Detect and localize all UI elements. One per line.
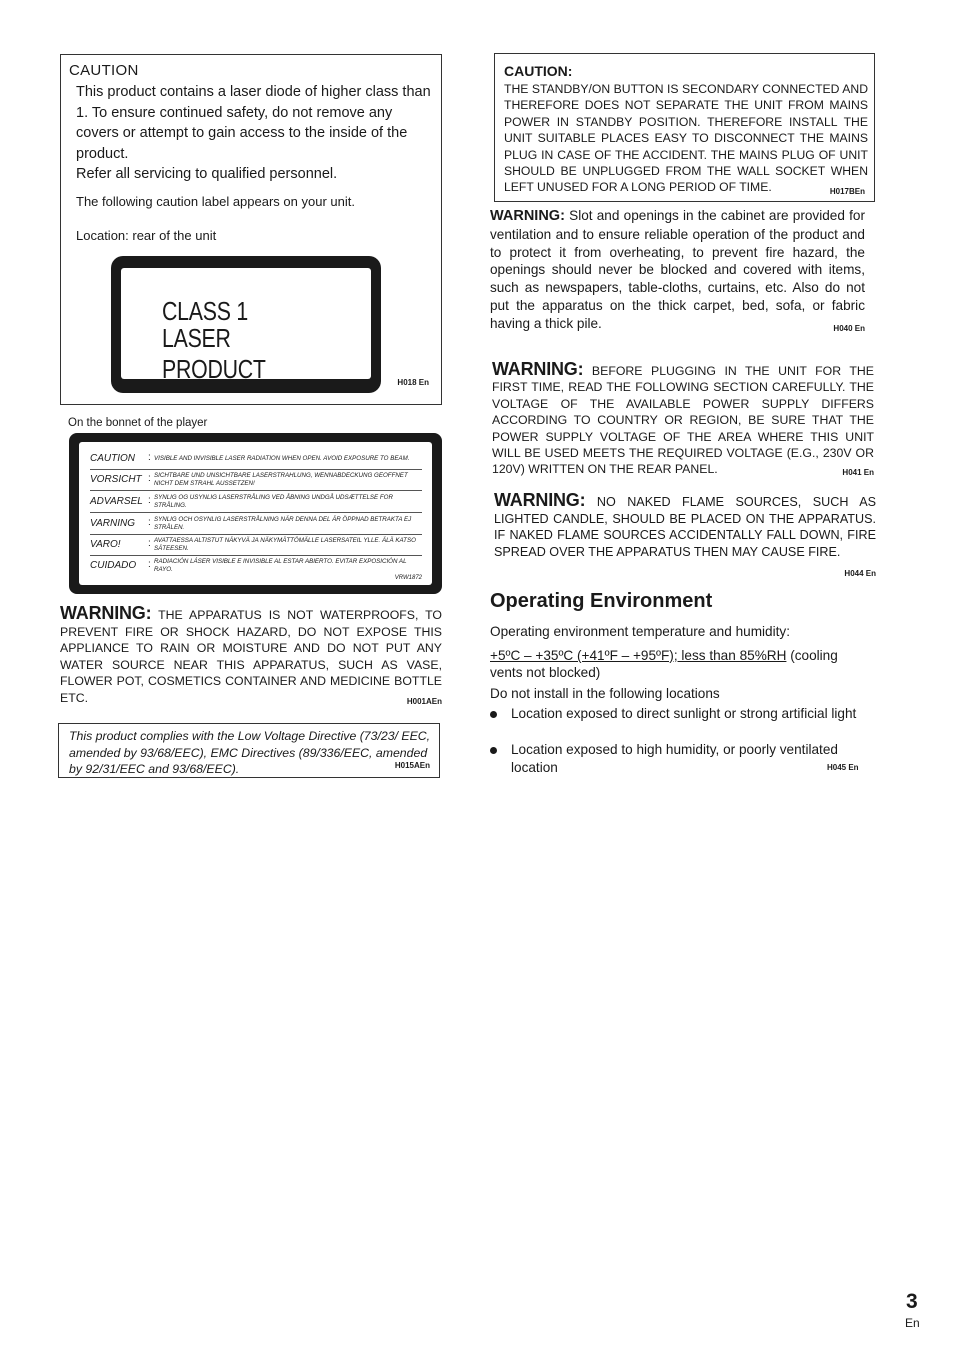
class1-laser-label xyxy=(111,256,381,393)
warning-label: WARNING: xyxy=(492,359,584,379)
warning-voltage xyxy=(492,361,874,482)
lang-text: VISIBLE AND INVISIBLE LASER RADIATION WHEN OPEN. AVOID EXPOSURE TO BEAM. xyxy=(154,455,410,462)
label-code: VRW1872 xyxy=(394,575,422,581)
warning-text: Slot and openings in the cabinet are provided for ventilation and to ensure reliable operation of the product and to protect it from overheating, to prevent fire hazard, the openings should never be blocked and covered with items, such as newspapers, table-cloths, curtains, etc. Also do not put the apparatus on the thick carpet, bed, sofa, or fabric having a thick pile. xyxy=(490,208,865,331)
page-number: 3 xyxy=(906,1290,918,1313)
directive-text: This product complies with the Low Voltage Directive (73/23/ EEC, amended by 93/68/EEC), EMC Directives (89/336/EEC, amended by 92/31/EEC and 93/68/EEC). xyxy=(69,729,431,776)
warning-label: WARNING: xyxy=(494,490,586,510)
caution-title: CAUTION: xyxy=(504,63,573,79)
operating-environment-heading: Operating Environment xyxy=(490,590,713,612)
lang-name: ADVARSEL xyxy=(90,496,143,507)
caution-title: CAUTION xyxy=(69,62,139,79)
warning-label: WARNING: xyxy=(490,208,565,224)
lang-row: ADVARSEL : SYNLIG OG USYNLIG LASERSTRÅLING VED ÅBNING UNDGÅ UDSÆTTELSE FOR STRÅLING. xyxy=(90,491,422,513)
lang-text: SYNLIG OCH OSYNLIG LASERSTRÅLNING NÄR DENNA DEL ÄR ÖPPNAD BETRAKTA EJ STRÅLEN. xyxy=(154,516,412,531)
warning-flame xyxy=(494,492,876,583)
lang-row: VORSICHT : SICHTBARE UND UNSICHTBARE LASERSTRAHLUNG, WENNABDECKUNG GEOFFNET NICHT DEM STRAHL AUSSETZEN! xyxy=(90,469,422,491)
lang-name: VORSICHT xyxy=(90,474,142,485)
laser-label-line1: CLASS 1 xyxy=(162,296,248,326)
lang-text: RADIACIÓN LÁSER VISIBLE E INVISIBLE AL ESTAR ABIERTO. EVITAR EXPOSICIÓN AL RAYO. xyxy=(154,558,407,573)
lang-row: VARNING : SYNLIG OCH OSYNLIG LASERSTRÅLNING NÄR DENNA DEL ÄR ÖPPNAD BETRAKTA EJ STRÅLEN. xyxy=(90,513,422,535)
standby-caution-box xyxy=(494,53,875,202)
warning-waterproof xyxy=(60,605,442,711)
section-code: H044 En xyxy=(844,569,876,578)
list-item xyxy=(490,705,870,741)
list-item-text: Location exposed to direct sunlight or strong artificial light xyxy=(511,706,857,721)
section-code: H045 En xyxy=(827,763,859,772)
laser-caution-box xyxy=(60,54,442,405)
caution-body-text-2: Refer all servicing to qualified personnel. xyxy=(76,166,338,182)
section-code: H018 En xyxy=(397,378,429,387)
caution-body-text: This product contains a laser diode of higher class than 1. To ensure continued safety, do not remove any covers or attempt to gain access to the inside of the product. xyxy=(76,84,431,162)
lang-row: CUIDADO : RADIACIÓN LÁSER VISIBLE E INVISIBLE AL ESTAR ABIERTO. EVITAR EXPOSICIÓN AL RAYO. xyxy=(90,555,422,576)
lang-name: CAUTION xyxy=(90,453,135,464)
section-code: H040 En xyxy=(833,323,865,333)
list-item xyxy=(490,741,870,777)
section-code: H015AEn xyxy=(394,761,430,770)
operating-range xyxy=(490,647,870,681)
label-note: The following caution label appears on your unit. xyxy=(76,194,355,209)
caution-body: THE STANDBY/ON BUTTON IS SECONDARY CONNECTED AND THEREFORE DOES NOT SEPARATE THE UNIT FROM MAINS POWER IN STANDBY POSITION. THEREFORE INSTALL THE UNIT SUITABLE PLACES EASY TO DISCONNECT THE MAINS PLUG IN CASE OF THE ACCIDENT. THE MAINS PLUG OF UNIT SHOULD BE UNPLUGGED FROM THE WALL SOCKET WHEN LEFT UNUSED FOR A LONG PERIOD OF TIME. xyxy=(504,82,868,195)
caution-body xyxy=(76,82,436,185)
bullet-icon xyxy=(490,711,497,718)
directive-box xyxy=(58,723,440,778)
operating-donot: Do not install in the following locations xyxy=(490,686,720,701)
lang-text: SICHTBARE UND UNSICHTBARE LASERSTRAHLUNG, WENNABDECKUNG GEOFFNET NICHT DEM STRAHL AUSSETZEN! xyxy=(154,472,408,487)
operating-temp-label: Operating environment temperature and humidity: xyxy=(490,624,790,639)
warning-text: THE APPARATUS IS NOT WATERPROOFS, TO PREVENT FIRE OR SHOCK HAZARD, DO NOT EXPOSE THIS APPLIANCE TO RAIN OR MOISTURE AND DO NOT PUT ANY WATER SOURCE NEAR THIS APPARATUS, SUCH AS VASE, FLOWER POT, COSMETICS CONTAINER AND MEDICINE BOTTLE ETC. xyxy=(60,608,442,705)
lang-name: CUIDADO xyxy=(90,560,137,571)
lang-text: AVATTAESSA ALTISTUT NÄKYVÄ JA NÄKYMÄTTÖMÄLLE LASERSATEIL YLLE. ÄLÄ KATSO SÄTEESEN. xyxy=(154,537,416,552)
warning-text: BEFORE PLUGGING IN THE UNIT FOR THE FIRST TIME, READ THE FOLLOWING SECTION CAREFULLY. THE VOLTAGE OF THE AVAILABLE POWER SUPPLY DIFFERS ACCORDING TO COUNTRY OR REGION, BE SURE THAT THE POWER SUPPLY VOLTAGE OF THE AREA WHERE THIS UNIT WILL BE USED MEETS THE REQUIRED VOLTAGE (E.G., 230V OR 120V) WRITTEN ON THE REAR PANEL. xyxy=(492,364,874,477)
warning-ventilation xyxy=(490,207,865,338)
bullet-icon xyxy=(490,747,497,754)
lang-row: CAUTION : VISIBLE AND INVISIBLE LASER RADIATION WHEN OPEN. AVOID EXPOSURE TO BEAM. xyxy=(90,448,422,470)
warning-label: WARNING: xyxy=(60,603,152,623)
section-code: H041 En xyxy=(842,468,874,478)
section-code: H017BEn xyxy=(829,187,865,196)
lang-name: VARO! xyxy=(90,539,121,550)
laser-label-line2: LASER PRODUCT xyxy=(162,323,266,384)
section-code: H001AEn xyxy=(406,696,442,706)
operating-range-note: (cooling vents not blocked) xyxy=(490,648,838,680)
page-language: En xyxy=(905,1316,920,1330)
label-location: Location: rear of the unit xyxy=(76,228,217,243)
lang-row: VARO! : AVATTAESSA ALTISTUT NÄKYVÄ JA NÄKYMÄTTÖMÄLLE LASERSATEIL YLLE. ÄLÄ KATSO SÄTEESEN. xyxy=(90,534,422,556)
operating-range-value: +5ºC – +35ºC (+41ºF – +95ºF); less than 85%RH xyxy=(490,648,787,663)
multilanguage-laser-label xyxy=(69,433,442,594)
lang-name: VARNING xyxy=(90,518,136,529)
list-item-text: Location exposed to high humidity, or poorly ventilated location xyxy=(511,742,838,775)
lang-text: SYNLIG OG USYNLIG LASERSTRÅLING VED ÅBNING UNDGÅ UDSÆTTELSE FOR STRÅLING. xyxy=(154,494,393,509)
bonnet-caption: On the bonnet of the player xyxy=(68,417,208,429)
warning-text: NO NAKED FLAME SOURCES, SUCH AS LIGHTED CANDLE, SHOULD BE PLACED ON THE APPARATUS. IF NAKED FLAME SOURCES ACCIDENTALLY FALL DOWN, FIRE SPREAD OVER THE APPARATUS THEN MAY CAUSE FIRE. xyxy=(494,495,876,559)
